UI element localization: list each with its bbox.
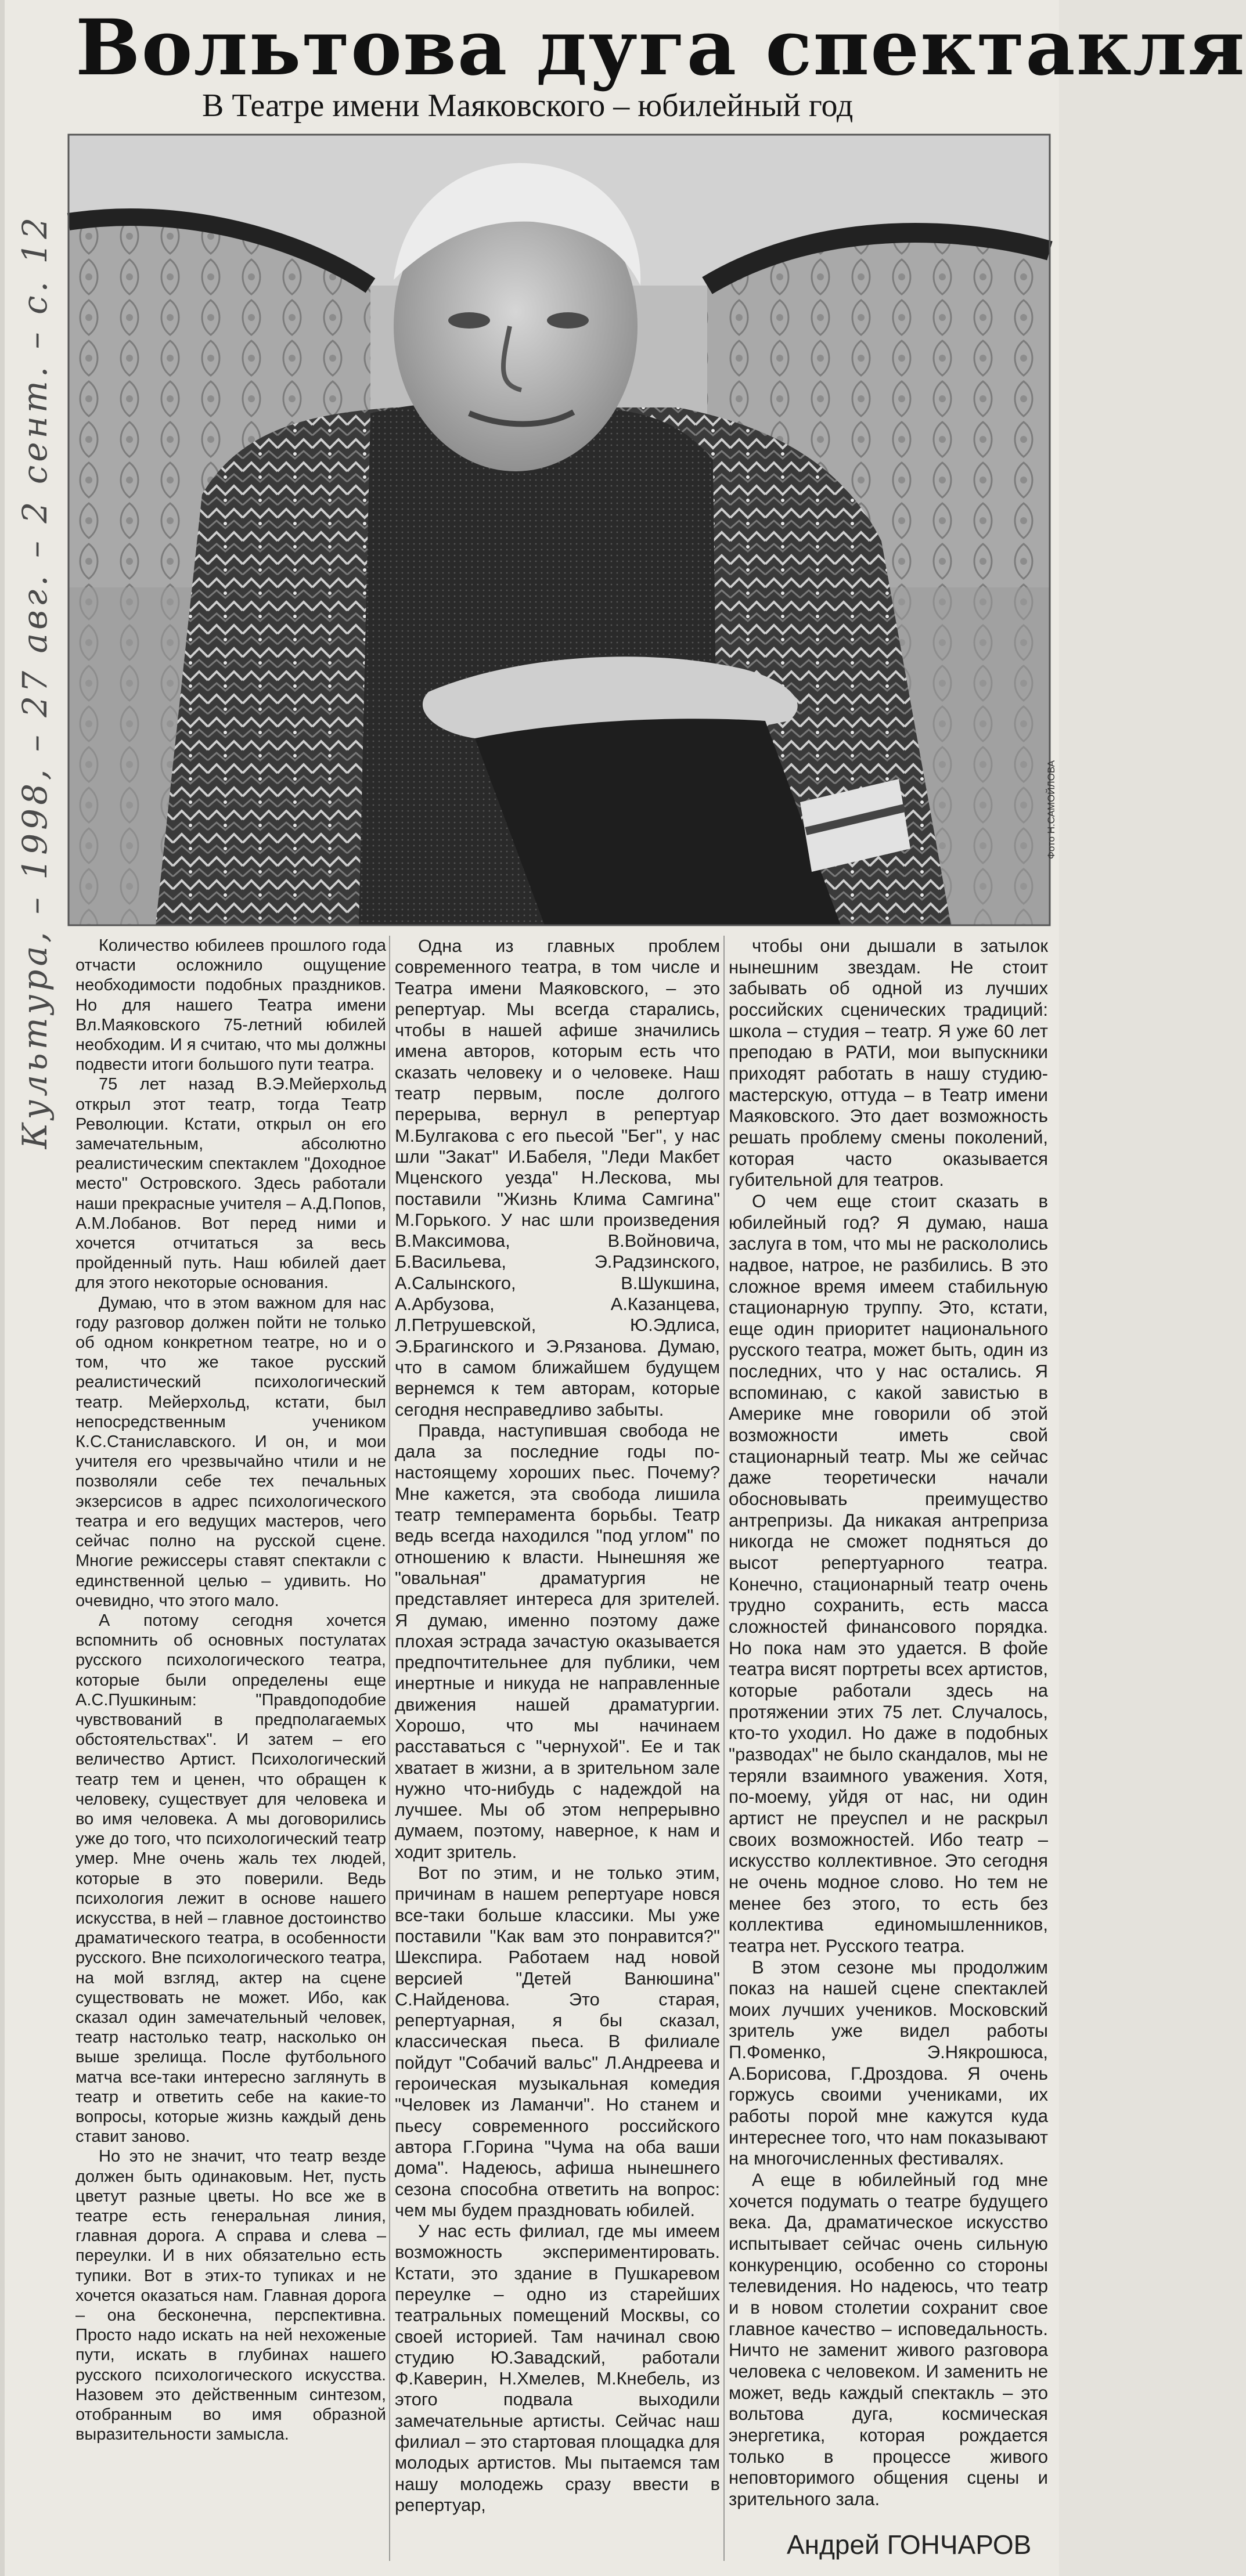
paragraph: А потому сегодня хочется вспомнить об основных постулатах русского психологического театра, которые были определены еще А.С.Пушкиным: "Правдоподобие чувствований в предполагаемых обстоятельствах". И затем – его величество Артист. Психологический театр тем и ценен, что обращен к человеку, существует для человека и во имя человека. А мы договорились уже до того, что психологический театр умер. Мне очень жаль тех людей, которые в это поверили. Ведь психология лежит в основе нашего искусства, в ней – главное достоинство драматического театра, в особенности русского. Вне психологического театра, на мой взгляд, актер на сцене существовать не может. Ибо, как сказал один замечательный человек, театр настолько театр, насколько он выше зрелища. После футбольного матча все-таки интересно заглянуть в театр и ответить себе на какие-то вопросы, которые жизнь каждый день ставит заново. <box>75 1611 386 2146</box>
paragraph: Одна из главных проблем современного театра, в том числе и Театра имени Маяковского, – это репертуар. Мы всегда старались, чтобы в нашей афише значились имена авторов, которым есть что сказать человеку и о человеке. Наш театр первым, после долгого перерыва, вернул в репертуар М.Булгакова с его пьесой "Бег", у нас шли "Закат" И.Бабеля, "Леди Макбет Мценского уезда" Н.Лескова, мы поставили "Жизнь Клима Самгина" М.Горького. У нас шли произведения В.Максимова, В.Войновича, Б.Васильева, Э.Радзинского, А.Салынского, В.Шукшина, А.Арбузова, А.Казанцева, Л.Петрушевской, Ю.Эдлиса, Э.Брагинского и Э.Рязанова. Думаю, что в самом ближайшем будущем вернемся к тем авторам, которые сегодня несправедливо забыты. <box>395 936 720 1420</box>
paragraph: Количество юбилеев прошлого года отчасти осложнило ощущение необходимости подобных праздников. Но для нашего Театра имени Вл.Маяковского 75-летний юбилей необходим. И я считаю, что мы должны подвести итоги большого пути театра. <box>75 936 386 1074</box>
handwritten-margin-note <box>0 58 69 1277</box>
article-subheadline: В Театре имени Маяковского – юбилейный год <box>202 88 854 124</box>
article-column-1 <box>75 936 386 2444</box>
paragraph: Думаю, что в этом важном для нас году разговор должен пойти не только об одном конкретном театре, но и о том, что же такое русский реалистический психологический театр. Мейерхольд, кстати, был непосредственным учеником К.С.Станиславского. И он, и мои учителя его чрезвычайно чтили и не позволяли себе тех печальных экзерсисов в адрес психологического театра и его ведущих мастеров, чего сейчас полно на русской сцене. Многие режиссеры ставят спектакли с единственной целью – удивить. Но очевидно, что этого мало. <box>75 1293 386 1610</box>
column-rule <box>723 936 725 2561</box>
paragraph: Правда, наступившая свобода не дала за последние годы по-настоящему хороших пьес. Почему? Мне кажется, эта свобода лишила театр темперамента борьбы. Театр ведь всегда находился "под углом" по отношению к власти. Нынешняя же "овальная" драматургия не представляет интереса для зрителей. Я думаю, именно поэтому даже плохая эстрада зачастую оказывается предпочтительнее для публики, чем инертные и никуда не направленные движения нашей драматургии. Хорошо, что мы начинаем расставаться с "чернухой". Ее и так хватает в жизни, а в зрительном зале нужно что-нибудь с надеждой на лучшее. Мы об этом непрерывно думаем, поэтому, наверное, к нам и ходит зритель. <box>395 1420 720 1862</box>
paragraph: Но это не значит, что театр везде должен быть одинаковым. Нет, пусть цветут разные цветы. Но все же в театре есть генеральная линия, главная дорога. А справа и слева – переулки. И в них обязательно есть тупики. Вот в этих-то тупиках и не хочется оказаться нам. Главная дорога – она бесконечна, перспективна. Просто надо искать на ней нехоженые пути, искать в глубинах нашего русского психологического искусства. Назовем это действенным синтезом, отобранным во имя образной выразительности замысла. <box>75 2147 386 2444</box>
paragraph: В этом сезоне мы продолжим показ на нашей сцене спектаклей моих лучших учеников. Московский зритель уже видел работы П.Фоменко, Э.Някрошюса, А.Борисова, Г.Дроздова. Я очень горжусь своими учениками, их работы порой мне кажутся куда интереснее того, что нам показывают на многочисленных фестивалях. <box>729 1957 1048 2169</box>
author-byline: Андрей ГОНЧАРОВ <box>787 2530 1032 2560</box>
column-rule <box>389 936 390 2561</box>
article-column-3 <box>729 936 1048 2510</box>
article-column-2 <box>395 936 720 2516</box>
photo-credit <box>1043 697 1057 923</box>
paragraph: У нас есть филиал, где мы имеем возможность экспериментировать. Кстати, это здание в Пушкаревом переулке – одно из старейших театральных помещений Москвы, со своей историей. Там начинал свою студию Ю.Завадский, работали Ф.Каверин, Н.Хмелев, М.Кнебель, из этого подвала выходили замечательные артисты. Сейчас наш филиал – это стартовая площадка для молодых артистов. Мы пытаемся там нашу молодежь сразу ввести в репертуар, <box>395 2221 720 2515</box>
paragraph: А еще в юбилейный год мне хочется подумать о театре будущего века. Да, драматическое искусство испытывает сейчас очень сильную конкуренцию, особенно со стороны телевидения. Но надеюсь, что театр и в новом столетии сохранит свое главное качество – исповедальность. Ничто не заменит живого разговора человека с человеком. И заменить не может, ведь каждый спектакль – это вольтова дуга, космическая энергетика, которая рождается только в процессе живого неповторимого общения сцены и зрительного зала. <box>729 2170 1048 2509</box>
handwritten-note-text: Культура, – 1998, – 27 авг. – 2 сент. – с. 12 <box>15 214 55 1149</box>
paragraph: Вот по этим, и не только этим, причинам в нашем репертуаре новся все-таки больше классики. Мы уже поставили "Как вам это понравится?" Шекспира. Работаем над новой версией "Детей Ванюшина" С.Найденова. Это старая, репертуарная, я бы сказал, классическая пьеса. В филиале пойдут "Собачий вальс" Л.Андреева и героическая музыкальная комедия "Человек из Ламанчи". Но станем и пьесу современного российского автора Г.Горина "Чума на оба ваши дома". Надеюсь, афиша нынешнего сезона способна ответить на вопрос: чем мы будем праздновать юбилей. <box>395 1863 720 2220</box>
paragraph: 75 лет назад В.Э.Мейерхольд открыл этот театр, тогда Театр Революции. Кстати, открыл он его замечательным, абсолютно реалистическим спектаклем "Доходное место" Островского. Здесь работали наши прекрасные учителя – А.Д.Попов, А.М.Лобанов. Вот перед ними и хочется отчитаться за весь пройденный путь. Наш юбилей дает для этого некоторые основания. <box>75 1075 386 1293</box>
photo-credit-text: Фото Н.САМОЙЛОВА <box>1046 760 1057 860</box>
paragraph: чтобы они дышали в затылок нынешним звездам. Не стоит забывать об одной из лучших российских сценических традиций: школа – студия – театр. Я уже 60 лет преподаю в РАТИ, мои выпускники приходят работать в нашу студию-мастерскую, оттуда – в Театр имени Маяковского. Это дает возможность решать проблему смены поколений, которая часто оказывается губительной для театров. <box>729 936 1048 1190</box>
portrait-photo <box>69 135 1050 925</box>
article-headline: Вольтова дуга спектакля <box>75 3 1246 93</box>
paragraph: О чем еще стоит сказать в юбилейный год? Я думаю, наша заслуга в том, что мы не раскололись надвое, натрое, не разбились. В это сложное время имеем стабильную стационарную труппу. Это, кстати, еще один приоритет национального русского театра, может быть, один из последних, что у нас остались. Я вспоминаю, с какой завистью в Америке мне говорили об этой возможности иметь свой стационарный театр. Мы же сейчас даже теоретически начали обосновывать преимущество антрепризы. Да никакая антреприза никогда не сможет подняться до высот репертуарного театра. Конечно, стационарный театр очень трудно сохранить, есть масса сложностей финансового порядка. Но пока нам это удается. В фойе театра висят портреты всех артистов, которые работали здесь на протяжении этих 75 лет. Случалось, кто-то уходил. Но даже в подобных "разводах" не было скандалов, мы не теряли взаимного уважения. Хотя, по-моему, уйдя от нас, ни один артист не преуспел и не раскрыл своих возможностей. Ибо театр – искусство коллективное. Это сегодня не очень модное слово. Но тем не менее без этого, то есть без коллектива единомышленников, театра нет. Русского театра. <box>729 1190 1048 1956</box>
